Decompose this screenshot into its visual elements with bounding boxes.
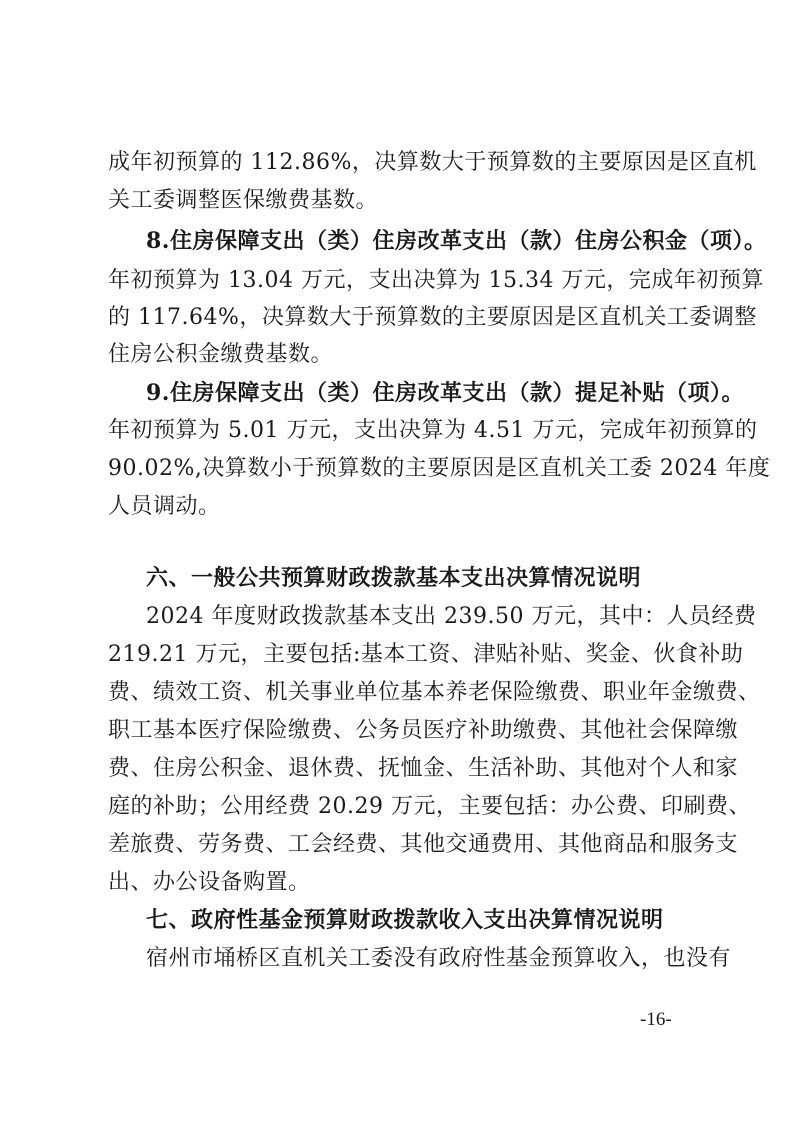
- paragraph-line: 庭的补助；公用经费 20.29 万元，主要包括：办公费、印刷费、: [108, 794, 751, 819]
- paragraph-line: 住房公积金缴费基数。: [108, 342, 334, 367]
- section-7-heading: 七、政府性基金预算财政拨款收入支出决算情况说明: [146, 908, 664, 933]
- paragraph-line: 职工基本医疗保险缴费、公务员医疗补助缴费、其他社会保障缴: [108, 718, 739, 743]
- paragraph-line: 关工委调整医保缴费基数。: [108, 188, 379, 213]
- paragraph-line: 差旅费、劳务费、工会经费、其他交通费用、其他商品和服务支: [108, 832, 739, 857]
- item-8-title: 8.住房保障支出（类）住房改革支出（款）住房公积金（项）。: [146, 228, 767, 254]
- paragraph-line: 年初预算为 5.01 万元，支出决算为 4.51 万元，完成年初预算的: [108, 418, 758, 443]
- paragraph-line: 90.02%,决算数小于预算数的主要原因是区直机关工委 2024 年度: [108, 456, 771, 481]
- paragraph-line: 人员调动。: [108, 494, 221, 519]
- page-number: -16-: [640, 1009, 672, 1030]
- paragraph-line: 宿州市埇桥区直机关工委没有政府性基金预算收入，也没有: [146, 946, 732, 971]
- paragraph-line: 费、绩效工资、机关事业单位基本养老保险缴费、职业年金缴费、: [108, 680, 761, 705]
- paragraph-line: 2024 年度财政拨款基本支出 239.50 万元，其中：人员经费: [146, 604, 757, 629]
- paragraph-line: 费、住房公积金、退休费、抚恤金、生活补助、其他对个人和家: [108, 756, 739, 781]
- paragraph-line: 219.21 万元，主要包括:基本工资、津贴补贴、奖金、伙食补助: [108, 642, 744, 667]
- paragraph-line: 成年初预算的 112.86%，决算数大于预算数的主要原因是区直机: [108, 150, 757, 175]
- paragraph-line: 年初预算为 13.04 万元，支出决算为 15.34 万元，完成年初预算: [108, 268, 764, 293]
- paragraph-line: 出、办公设备购置。: [108, 870, 311, 895]
- paragraph-line: 的 117.64%，决算数大于预算数的主要原因是区直机关工委调整: [108, 305, 757, 330]
- section-6-heading: 六、一般公共预算财政拨款基本支出决算情况说明: [146, 566, 642, 591]
- item-9-title: 9.住房保障支出（类）住房改革支出（款）提足补贴（项）。: [146, 380, 744, 406]
